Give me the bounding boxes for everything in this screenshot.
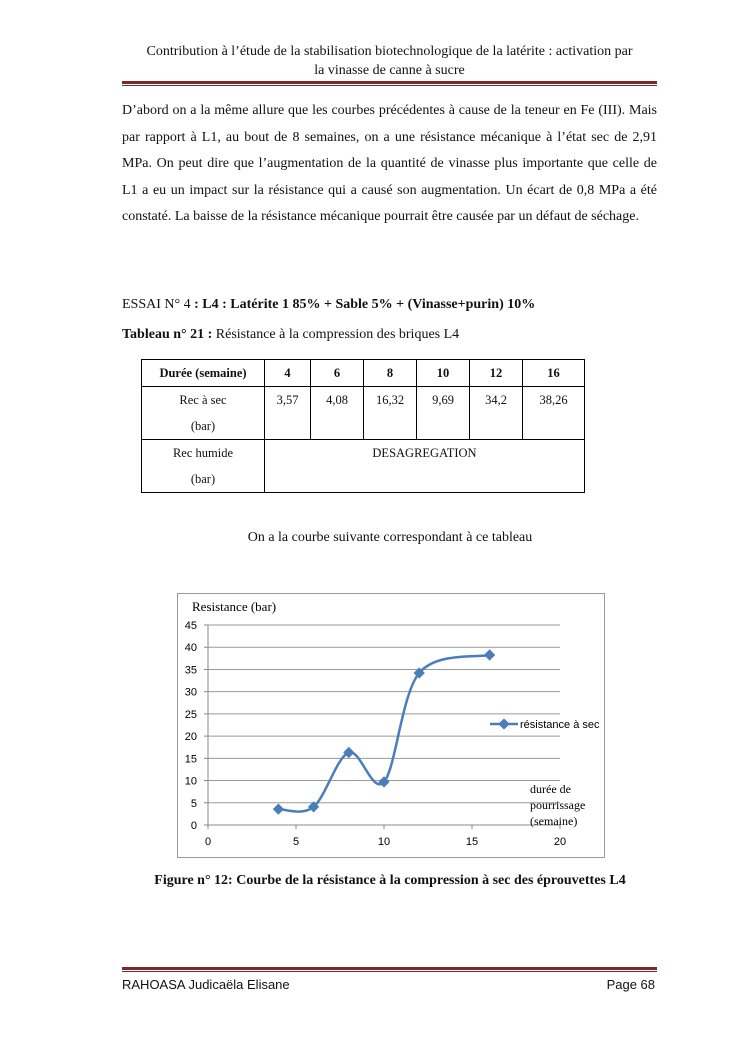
header-line-1: Contribution à l’étude de la stabilisation biotechnologique de la latérite : activation par: [146, 44, 633, 59]
series-line: [278, 655, 489, 812]
table-header-label: Durée (semaine): [142, 360, 265, 387]
table-caption-label: Tableau n° 21 :: [122, 327, 213, 342]
table-cell: 16,32: [364, 387, 417, 440]
table-row-label: [142, 387, 265, 440]
table-header-cell: 6: [311, 360, 364, 387]
legend: [490, 718, 600, 731]
table-row-dry: [142, 387, 585, 440]
essai-heading: [122, 297, 535, 313]
page-number: Page 68: [606, 977, 655, 992]
legend-marker: [498, 718, 509, 729]
table-header-cell: 10: [417, 360, 470, 387]
essai-prefix: ESSAI N° 4: [122, 297, 195, 312]
table-header-cell: 8: [364, 360, 417, 387]
row-label-unit: (bar): [190, 419, 216, 433]
table-cell-merged: DESAGREGATION: [265, 440, 585, 493]
footer-rule-thick: [122, 967, 657, 970]
data-point: [273, 803, 284, 814]
header-rule-thick: [122, 81, 657, 84]
x-tick-label: 20: [553, 836, 567, 848]
table-caption-text: Résistance à la compression des briques L4: [212, 327, 460, 342]
table-header-cell: 12: [470, 360, 523, 387]
y-tick-label: 0: [190, 820, 197, 832]
x-tick-label: 10: [377, 836, 391, 848]
header-line-2: la vinasse de canne à sucre: [314, 63, 465, 78]
table-header-cell: 16: [523, 360, 585, 387]
x-axis-label-line: pourrissage: [530, 798, 586, 812]
table-header-row: [142, 360, 585, 387]
y-tick-label: 10: [184, 775, 197, 788]
legend-label: résistance à sec: [520, 719, 600, 731]
running-header: [122, 42, 657, 80]
table-cell: 3,57: [265, 387, 311, 440]
essai-title: : L4 : Latérite 1 85% + Sable 5% + (Vinasse+purin) 10%: [194, 297, 536, 312]
y-tick-label: 15: [184, 753, 197, 766]
x-axis-label: [530, 782, 585, 828]
chart-grid: [208, 625, 560, 803]
data-point: [378, 776, 389, 787]
y-tick-label: 35: [184, 664, 197, 677]
y-axis-label: Resistance (bar): [192, 599, 277, 614]
x-tick-label: 15: [465, 836, 479, 848]
table-row-label: [142, 440, 265, 493]
data-point: [484, 649, 495, 660]
table-cell: 34,2: [470, 387, 523, 440]
table-caption: [122, 327, 459, 343]
x-tick-label: 0: [204, 836, 212, 848]
chart-ticks: [185, 620, 566, 848]
y-tick-label: 40: [184, 642, 197, 655]
table-cell: 9,69: [417, 387, 470, 440]
footer-rule-thin: [122, 971, 657, 972]
y-tick-label: 45: [184, 620, 197, 632]
table-cell: 4,08: [311, 387, 364, 440]
resistance-chart: [178, 594, 604, 857]
y-tick-label: 30: [184, 686, 197, 699]
x-axis-label-line: durée de: [530, 782, 571, 796]
chart-frame: [177, 593, 605, 858]
figure-caption: Figure n° 12: Courbe de la résistance à la compression à sec des éprouvettes L4: [154, 873, 626, 888]
row-label-line: Rec humide: [172, 446, 234, 460]
x-axis-label-line: (semaine): [530, 814, 578, 828]
chart-intro: On a la courbe suivante correspondant à ce tableau: [247, 530, 533, 545]
header-rule-thin: [122, 85, 657, 86]
body-paragraph: D’abord on a la même allure que les courbes précédentes à cause de la teneur en Fe (III). Mais par rapport à L1, au bout de 8 semaines, on a une résistance mécanique à l’état sec de 2,91 MPa. On peut dire que l’augmentation de la quantité de vinasse plus importante que celle de L1 a eu un impact sur la résistance qui a causé son augmentation. Un écart de 0,8 MPa a été constaté. La baisse de la résistance mécanique pourrait être causée par un défaut de séchage.: [122, 103, 657, 224]
results-table: [141, 359, 585, 493]
row-label-line: Rec à sec: [179, 393, 227, 407]
table-row-wet: [142, 440, 585, 493]
row-label-unit: (bar): [190, 472, 216, 486]
x-tick-label: 5: [292, 836, 300, 848]
table-cell: 38,26: [523, 387, 585, 440]
footer-author: RAHOASA Judicaëla Elisane: [122, 977, 290, 992]
series-markers: [273, 649, 496, 814]
y-tick-label: 5: [190, 797, 197, 810]
table-header-cell: 4: [265, 360, 311, 387]
y-tick-label: 20: [184, 731, 197, 744]
y-tick-label: 25: [184, 708, 197, 721]
